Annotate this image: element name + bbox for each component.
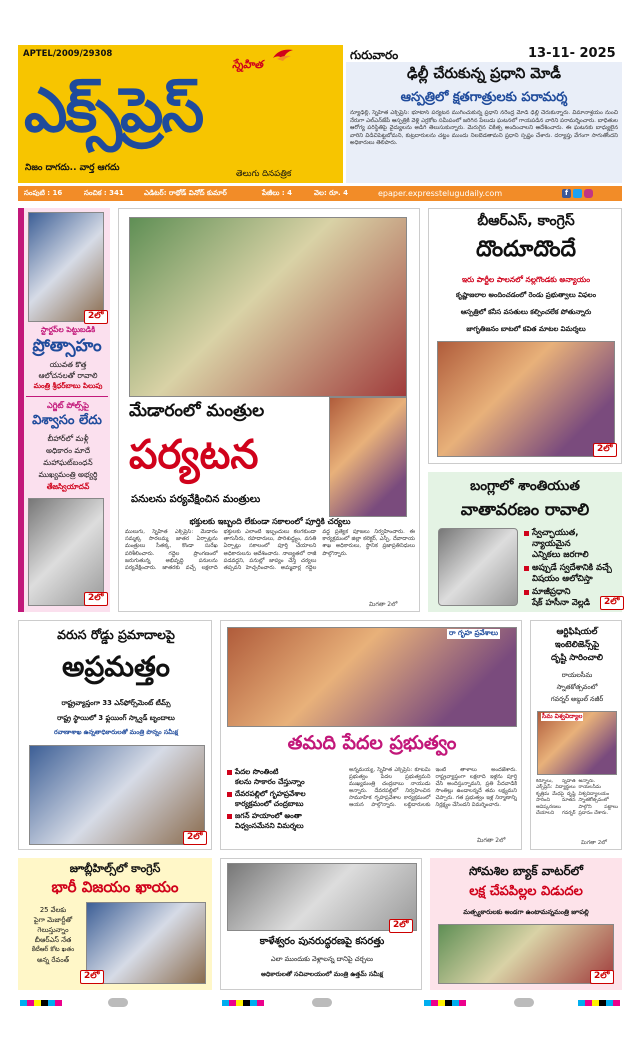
tejashwi-photo	[28, 498, 104, 606]
registration-number: APTEL/2009/29308	[23, 49, 113, 59]
top-story-subhead: ఆస్పత్రిలో క్షతగాత్రులకు పరామర్శ	[400, 90, 568, 105]
center-headline-small: మేడారంలో మంత్రుల	[129, 401, 265, 421]
center-body: ములుగు, స్నేహిత ఎక్స్‌ప్రెస్: మేడారం సమ్మక్క సారలమ్మ జాతర ఏర్పాట్లను మంత్రులు సీతక్క, కొండా సురేఖ పరిశీలించారు. గద్దెల ప్రాంగణంలో జరుగుతున్న అభివృద్ధి పనులను పర్యవేక్షించారు. జాతరకు వచ్చే లక్షలాది భక్తులకు ఎలాంటి ఇబ్బందులు కలగకుండా తాగునీరు, రహదారులు, పారిశుద్ధ్యం, వసతి ఏర్పాట్లు సకాలంలో పూర్తి చేయాలని అధికారులను ఆదేశించారు. నాణ్యతలో రాజీ పడవద్దని, పనుల్లో జాప్యం చేస్తే చర్యలు తప్పవని హెచ్చరించారు. అమ్మవార్ల గద్దెల వద్ద ప్రత్యేక పూజలు నిర్వహించారు. ఈ కార్యక్రమంలో జిల్లా కలెక్టర్, ఎస్పీ, దేవాదాయ శాఖ అధికారులు, స్థానిక ప్రజాప్రతినిధులు పాల్గొన్నారు.	[125, 529, 415, 572]
story1-sub1: యువత కొత్త	[49, 360, 87, 369]
registration-mark	[514, 998, 534, 1007]
story1-kicker: స్టార్టప్‌ల పెట్టుబడికి	[40, 325, 96, 334]
story1-sub2: ఆలోచనలతో రావాలి	[38, 371, 98, 380]
pages-label: పేజీలు : 4	[262, 188, 293, 197]
revanth-photo	[86, 902, 206, 984]
somasila-story	[430, 858, 622, 990]
cmyk-marks	[20, 1000, 62, 1006]
bangla-bullet-3: మాజీప్రధాని షేక్ హసీనా వెల్లడి	[524, 587, 620, 609]
brand-small-name: స్నేహిత	[232, 58, 263, 71]
road-headline: అప్రమత్తం	[62, 650, 170, 683]
page2-badge[interactable]: 2లో	[593, 443, 617, 457]
instagram-icon[interactable]	[584, 189, 593, 198]
housing-photo-banner: రా గృహ ప్రవేశాలు	[449, 629, 498, 637]
twitter-icon[interactable]	[573, 189, 582, 198]
editor-label: ఎడిటర్: రాథోడ్ వినోద్ కుమార్	[144, 188, 227, 197]
road-safety-story	[18, 620, 212, 850]
info-bar	[18, 186, 622, 201]
ai-kicker: ఆర్టిఫిషియల్	[556, 627, 598, 637]
kaleshwaram-headline: కాళేశ్వరం పునరుద్ధరణపై కసరత్తు	[259, 936, 385, 947]
registration-mark	[312, 998, 332, 1007]
brand-name: ఎక్స్‌ప్రెస్	[24, 75, 203, 146]
top-story	[346, 62, 622, 183]
right-top-story	[428, 208, 622, 464]
housing-photo	[227, 627, 517, 727]
story1-headline: ప్రోత్సాహం	[32, 336, 102, 356]
cmyk-marks	[424, 1000, 466, 1006]
center-sub2: భక్తులకు ఇబ్బంది లేకుండా సకాలంలో పూర్తికి చర్యలు	[189, 517, 351, 526]
ai-sub3: గవర్నర్ అబ్దుల్ నజీర్	[550, 695, 604, 703]
left-strip	[18, 208, 24, 612]
ai-body: కర్నూలు, స్నేహిత ఎక్స్‌ప్రెస్: విద్యార్థులు కృత్రిమ మేధపై దృష్టి సారించి నూతన ఆవిష్కరణలు చేయాలని గవర్నర్ అన్నారు. రాయలసీమ విశ్వవిద్యాలయం స్నాతకోత్సవంలో పాల్గొని పట్టాలు ప్రదానం చేశారు.	[536, 779, 618, 817]
page2-badge[interactable]: 2లో	[80, 970, 104, 984]
page2-badge[interactable]: 2లో	[183, 831, 207, 845]
page2-badge[interactable]: 2లో	[590, 970, 614, 984]
road-kicker: వరుస రోడ్డు ప్రమాదాలపై	[57, 627, 175, 642]
volume-label: సంపుటి : 16	[24, 188, 63, 197]
story2-headline: విశ్వాసం లేదు	[32, 413, 102, 428]
medaram-photo-2	[329, 397, 407, 517]
jupally-photo	[438, 924, 614, 984]
day-label: గురువారం	[350, 48, 399, 62]
tagline-right: తెలుగు దినపత్రిక	[236, 169, 292, 179]
masthead	[18, 45, 343, 183]
page2-badge[interactable]: 2లో	[84, 310, 108, 324]
bangla-kicker: బంగ్లాలో శాంతియుత	[470, 478, 580, 494]
bangla-bullet-1: స్వేచ్ఛాయుత, న్యాయమైన ఎన్నికలు జరగాలి	[524, 528, 620, 561]
somasila-headline2: లక్ష చేపపిల్లల విడుదల	[469, 884, 583, 899]
right-top-sub3: ఆస్పత్రిలో కనీస వసతులు కల్పించలేక పోతున్నారు	[460, 308, 592, 316]
road-sub1: రాష్ట్రవ్యాప్తంగా 33 ఎన్‌ఫోర్స్‌మెంట్ టీమ్స్	[61, 699, 171, 707]
housing-bullet-1: పేదల సొంతింటి కలను సాకారం చేస్తున్నాం	[227, 767, 345, 787]
website-link[interactable]: epaper.expresstelugudaily.com	[378, 189, 503, 198]
jubilee-sub4: బీఆర్ఎస్ నేత	[34, 936, 72, 944]
road-sub2: రాష్ట్ర స్థాయిలో 3 ఫ్లయింగ్ స్క్వాడ్ బృందాలు	[57, 714, 175, 722]
ai-story	[530, 620, 622, 850]
jubilee-headline: భారీ విజయం ఖాయం	[51, 878, 179, 896]
top-story-headline: ఢిల్లీ చేరుకున్న ప్రధాని మోడీ	[406, 66, 562, 82]
price-label: వెల: రూ. 4	[314, 188, 348, 197]
bangla-story	[428, 472, 622, 612]
story2-sub1: బీహార్‌లో మళ్లీ	[47, 434, 89, 443]
ai-more[interactable]: మిగతా 2లో	[581, 840, 607, 846]
story2-sub2: అధికారం మాదే	[45, 446, 91, 455]
bird-logo-icon	[271, 46, 295, 62]
date-label: 13-11- 2025	[528, 46, 616, 61]
kaleshwaram-sub2: అధికారులతో సచివాలయంలో మంత్రి ఉత్తమ్ సమీక్ష	[261, 971, 383, 978]
right-top-sub2: కృష్ణాజలాల అందించడంలో రెండు ప్రభుత్వాలు విఫలం	[455, 291, 597, 299]
divider	[26, 396, 108, 397]
ponnam-photo	[29, 745, 205, 845]
kavitha-photo	[437, 341, 615, 457]
housing-story	[220, 620, 522, 850]
page2-badge[interactable]: 2లో	[389, 919, 413, 933]
page2-badge[interactable]: 2లో	[600, 596, 624, 610]
bangla-bullet-2: అప్పుడే స్వదేశానికి వచ్చే విషయం ఆలోచిస్తా	[524, 563, 620, 585]
page2-badge[interactable]: 2లో	[84, 592, 108, 606]
center-sub1: పనులను పర్యవేక్షించిన మంత్రులు	[131, 494, 261, 505]
story2-sub5: తేజస్వియాదవ్	[46, 482, 90, 491]
somasila-sub1: మత్స్యకారులకు అండగా ఉంటామన్నమంత్రి జూపల్లి	[463, 908, 589, 916]
jubilee-kicker: జూబ్లీహిల్స్‌లో కాంగ్రెస్	[69, 862, 161, 875]
ai-kicker2: ఇంటెలిజెన్స్‌పై	[554, 640, 600, 650]
story1-sub3: మంత్రి శ్రీధర్‌బాబు పిలుపు	[33, 382, 103, 390]
right-top-kicker: బీఆర్ఎస్, కాంగ్రెస్	[477, 213, 575, 229]
right-top-sub4: జాగృతిజనం బాటలో కవిత మాటల విమర్శలు	[466, 325, 586, 333]
housing-bullet-3: జగన్ హయాంలో అంతా విధ్వంసమేనని విమర్శలు	[227, 811, 345, 831]
story2-kicker: ఎగ్జిట్ పోల్స్‌పై	[47, 401, 89, 410]
jubilee-sub6: అన్న రేవంత్	[37, 956, 69, 964]
jubilee-sub5: కేటీఆర్ కోట ఖతం	[31, 946, 75, 953]
housing-bullets	[227, 767, 345, 833]
top-story-body: న్యూఢిల్లీ, స్నేహిత ఎక్స్‌ప్రెస్: భూటాన్ పర్యటన ముగించుకున్న ప్రధాని నరేంద్ర మోడీ ఢిల్లీ చేరుకున్నారు. విమానాశ్రయం నుంచి నేరుగా ఎల్‌ఎన్‌జేపీ ఆస్పత్రికి వెళ్లి ఎర్రకోట సమీపంలో జరిగిన పేలుడు ఘటనలో గాయపడిన వారిని పరామర్శించారు. బాధితుల ఆరోగ్య పరిస్థితిపై వైద్యులను అడిగి తెలుసుకున్నారు. మెరుగైన చికిత్స అందించాలని ఆదేశించారు. ఈ ఘటనకు బాధ్యులైన వారిని విడిచిపెట్టబోమని, కుట్రదారులను చట్టం ముందు నిలబెడతామని ప్రధాని స్పష్టం చేశారు. దర్యాప్తు వేగంగా సాగుతోందని అధికారులు తెలిపారు.	[350, 110, 618, 147]
left-column	[18, 208, 110, 612]
somasila-headline1: సోమశిల బ్యాక్ వాటర్‌లో	[469, 864, 583, 878]
housing-bullet-2: దేవరపల్లిలో గృహప్రవేశాల కార్యక్రమంలో చంద్రబాబు	[227, 789, 345, 809]
kaleshwaram-sub1: ఎలా ముందుకు వెళ్లాలన్న దానిపై చర్చలు	[270, 955, 374, 963]
ai-photo-banner: సీమ విశ్వవిద్యాల	[542, 713, 583, 720]
center-headline-big: పర్యటన	[129, 432, 259, 478]
jubilee-sub3: గెలుస్తున్నాం	[37, 926, 69, 934]
jubilee-sub1: 25 వేలకు	[39, 906, 67, 914]
kaleshwaram-story	[220, 858, 422, 990]
ai-headline: దృష్టి సారించాలి	[551, 653, 603, 663]
issue-label: సంచిక : 341	[84, 188, 124, 197]
cmyk-marks	[578, 1000, 620, 1006]
story2-sub4: ముఖ్యమంత్రి అభ్యర్థి	[38, 470, 98, 479]
housing-headline: తమది పేదల ప్రభుత్వం	[287, 732, 457, 754]
facebook-icon[interactable]: f	[562, 189, 571, 198]
right-top-sub1: ఇరు పార్టీల పాలనలో నల్లగొండకు అన్యాయం	[461, 275, 591, 284]
hasina-photo	[438, 528, 518, 606]
story2-sub3: మహాఘట్‌బంధన్	[43, 458, 93, 467]
jubilee-sub2: పైగా మెజార్టీతో	[33, 916, 73, 924]
ai-sub1: రాయలసీమ	[561, 671, 593, 679]
center-story	[118, 208, 420, 612]
ai-sub2: స్నాతకోత్సవంలో	[556, 683, 598, 691]
cmyk-marks	[222, 1000, 264, 1006]
tagline-left: నిజం దాగదు.. వార్త ఆగదు	[25, 163, 120, 173]
center-more[interactable]: మిగతా 2లో	[369, 601, 398, 608]
housing-body: అన్నమయ్య, స్నేహిత ఎక్స్‌ప్రెస్: కూటమి ప్రభుత్వం పేదల ప్రభుత్వమని ముఖ్యమంత్రి చంద్రబాబు నాయుడు అన్నారు. దేవరపల్లిలో నిర్వహించిన సామూహిక గృహప్రవేశాల కార్యక్రమంలో ఆయన పాల్గొన్నారు. లబ్ధిదారులకు ఇంటి తాళాలు అందజేశారు. రాష్ట్రవ్యాప్తంగా లక్షలాది ఇళ్లను పూర్తి చేసి అందిస్తున్నామని, ప్రతి పేదవాడికి సొంతిల్లు ఉండాలన్నదే తమ లక్ష్యమని చెప్పారు. గత ప్రభుత్వం ఇళ్ల నిర్మాణాన్ని నిర్లక్ష్యం చేసిందని విమర్శించారు.	[349, 767, 517, 808]
right-top-headline: దొందూదొందే	[475, 237, 577, 262]
medaram-photo	[129, 217, 407, 397]
bangla-headline: వాతావరణం రావాలి	[460, 500, 590, 519]
minister-photo	[28, 212, 104, 322]
road-sub3: రవాణాశాఖ ఉన్నతాధికారులతో మంత్రి పొన్నం సమీక్ష	[54, 729, 178, 736]
registration-mark	[108, 998, 128, 1007]
jubilee-story	[18, 858, 212, 990]
housing-more[interactable]: మిగతా 2లో	[477, 837, 506, 844]
